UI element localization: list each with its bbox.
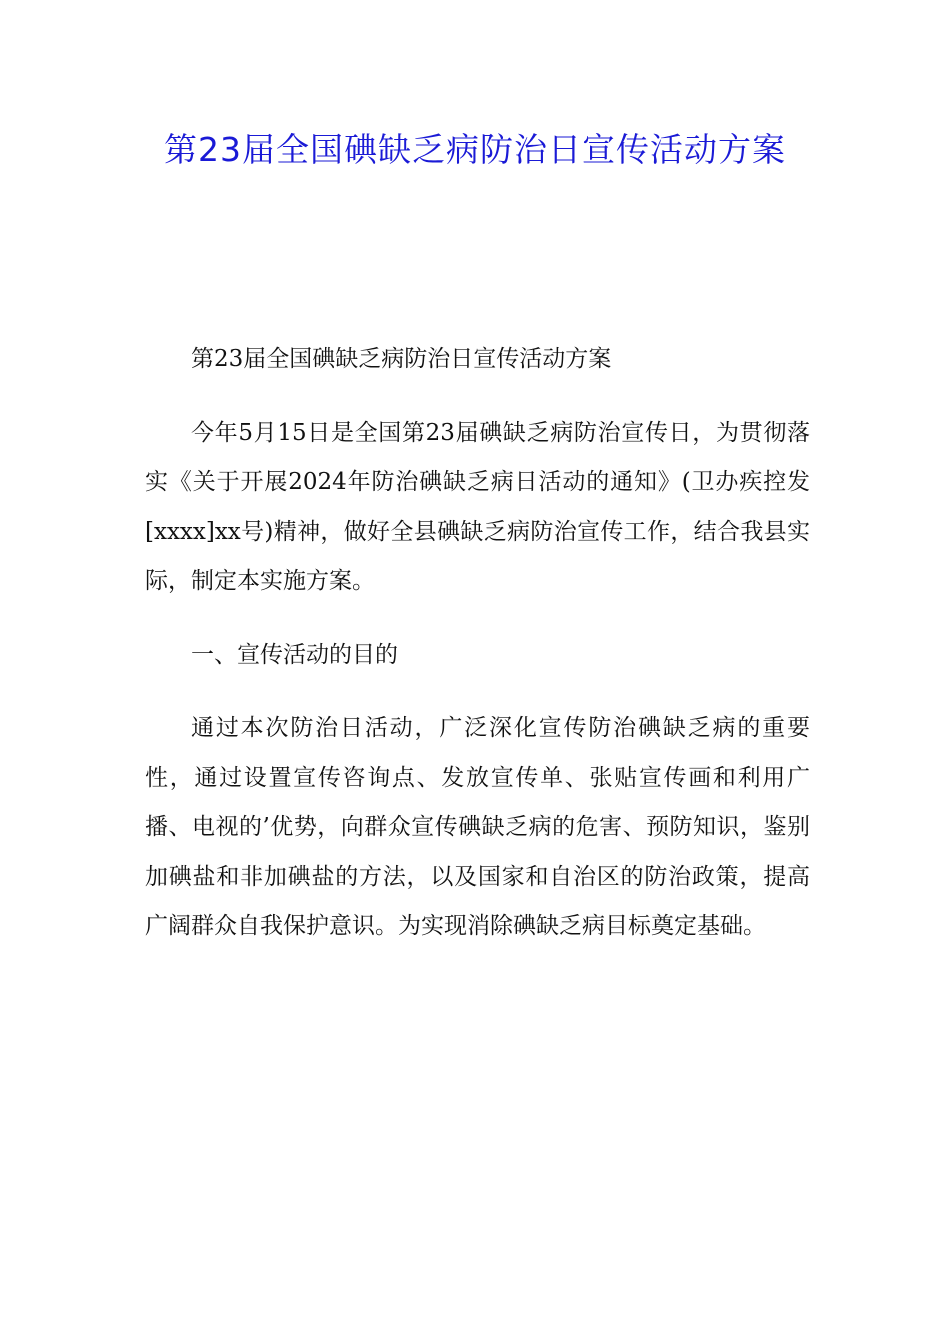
section-heading: 一、宣传活动的目的 (191, 641, 398, 668)
document-body (145, 335, 810, 976)
purpose-paragraph: 通过本次防治日活动，广泛深化宣传防治碘缺乏病的重要性，通过设置宣传咨询点、发放宣传单、张贴宣传画和利用广播、电视的’优势，向群众宣传碘缺乏病的危害、预防知识，鉴别加碘盐和非加碘盐的方法，以及国家和自治区的防治政策，提高广阔群众自我保护意识。为实现消除碘缺乏病目标奠定基础。 (145, 715, 810, 939)
intro-paragraph: 今年5月15日是全国第23届碘缺乏病防治宣传日，为贯彻落实《关于开展2024年防治碘缺乏病日活动的通知》(卫办疾控发[xxxx]xx号)精神，做好全县碘缺乏病防治宣传工作，结合我县实际，制定本实施方案。 (145, 419, 810, 594)
subtitle-paragraph: 第23届全国碘缺乏病防治日宣传活动方案 (191, 346, 612, 372)
document-title: 第23届全国碘缺乏病防治日宣传活动方案 (164, 130, 786, 169)
